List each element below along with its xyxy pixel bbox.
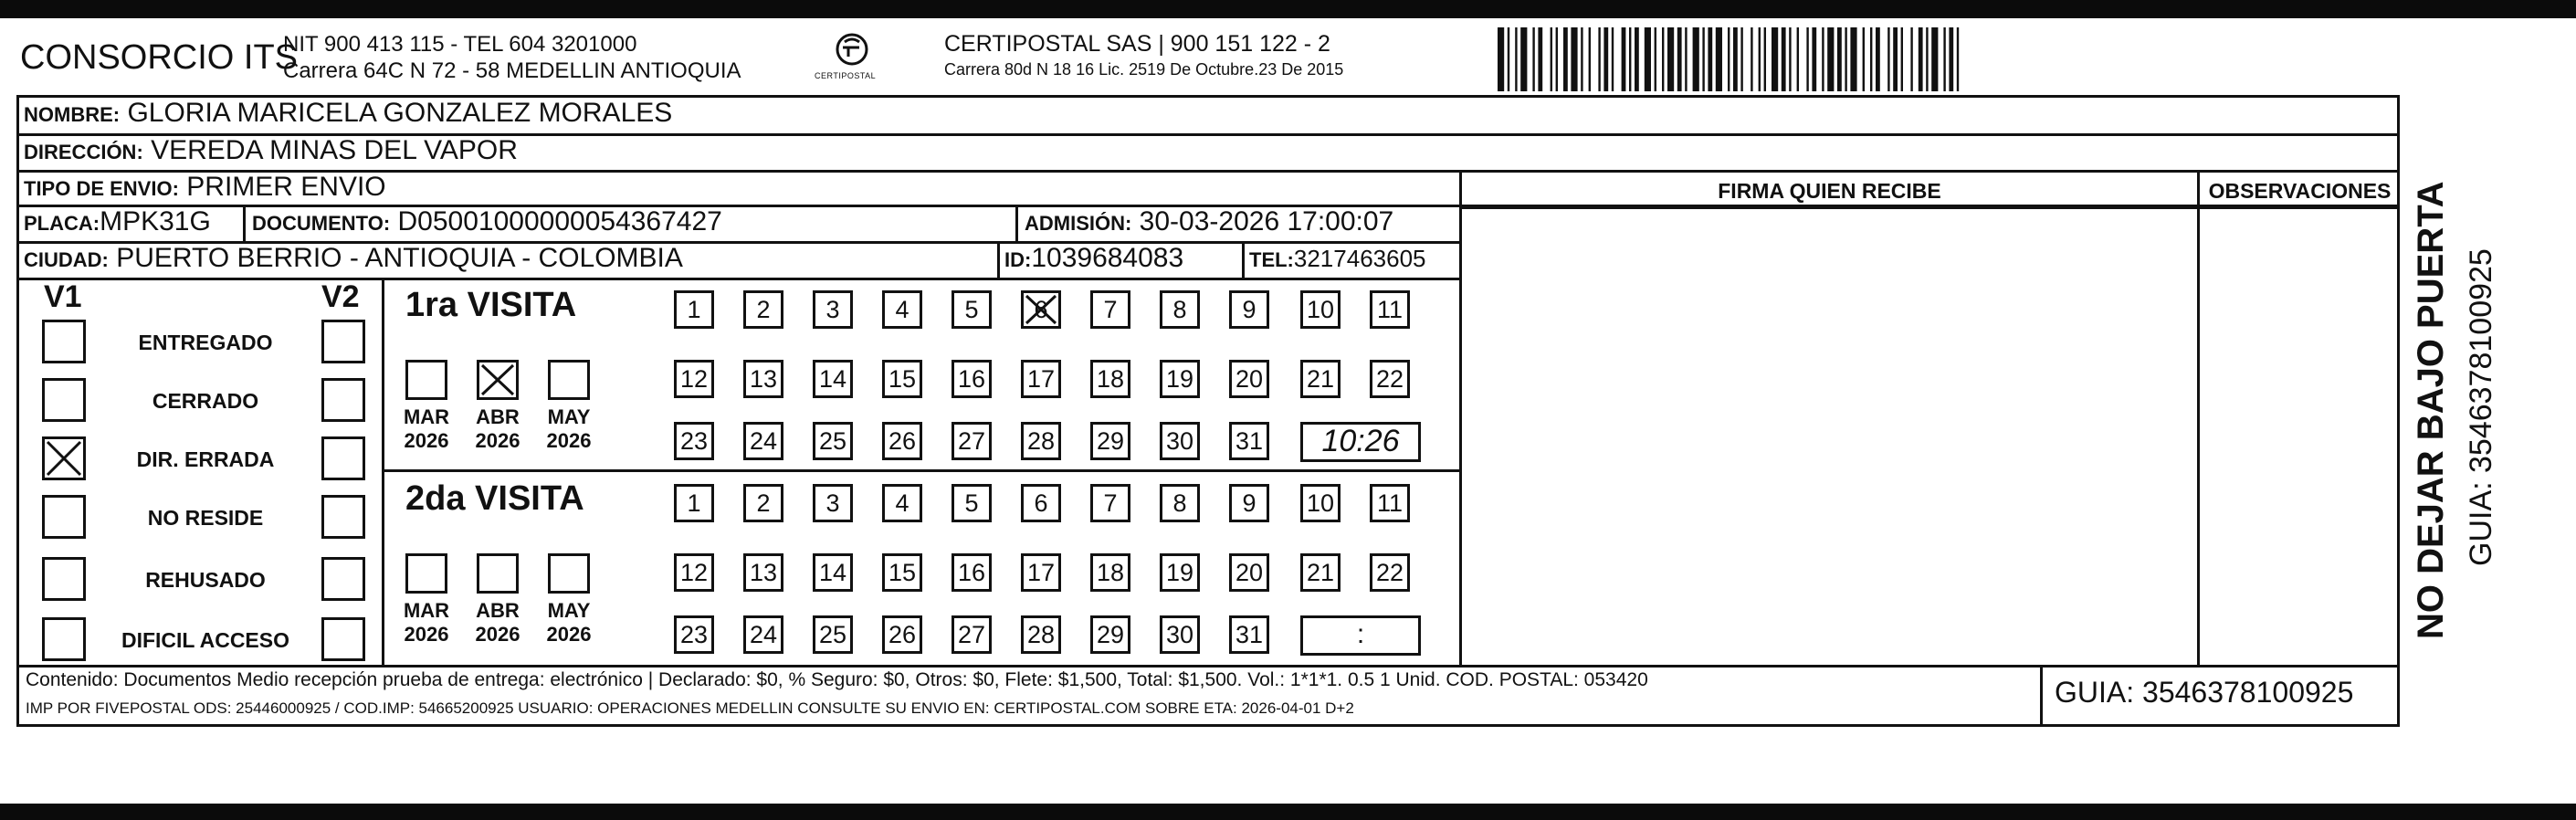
barcode-bar xyxy=(1645,27,1651,91)
day-box[interactable] xyxy=(1229,360,1269,398)
month-checkbox[interactable] xyxy=(548,360,590,400)
day-number: 16 xyxy=(957,365,986,393)
day-number: 26 xyxy=(888,427,917,455)
month-checkbox[interactable] xyxy=(477,553,519,594)
day-box[interactable] xyxy=(1090,615,1130,654)
day-box[interactable] xyxy=(813,290,853,329)
day-number: 12 xyxy=(679,365,709,393)
day-box[interactable] xyxy=(1300,290,1341,329)
day-number: 15 xyxy=(888,365,917,393)
day-box[interactable] xyxy=(813,615,853,654)
day-box[interactable] xyxy=(882,615,922,654)
barcode-bar xyxy=(1556,27,1558,91)
barcode-bar xyxy=(1598,27,1600,91)
day-number: 22 xyxy=(1375,365,1404,393)
top-border-bar xyxy=(0,0,2576,18)
barcode-bar xyxy=(1520,27,1527,91)
nombre-value: GLORIA MARICELA GONZALEZ MORALES xyxy=(127,98,673,128)
day-box[interactable] xyxy=(1370,553,1410,592)
barcode-bar xyxy=(1806,27,1808,91)
day-box[interactable] xyxy=(743,422,783,460)
day-box[interactable] xyxy=(882,290,922,329)
visit-title: 1ra VISITA xyxy=(405,286,577,324)
day-box[interactable] xyxy=(952,484,992,522)
day-box[interactable] xyxy=(1090,360,1130,398)
day-box[interactable] xyxy=(1090,422,1130,460)
day-number: 4 xyxy=(895,296,909,323)
barcode-bar xyxy=(1943,27,1945,91)
day-number: 11 xyxy=(1376,296,1404,323)
day-number: 14 xyxy=(818,365,847,393)
barcode-bar xyxy=(1515,27,1517,91)
barcode-bar xyxy=(1870,27,1872,91)
day-number: 12 xyxy=(679,559,709,586)
barcode-bar xyxy=(1876,27,1880,91)
day-number: 27 xyxy=(957,621,986,648)
month-label xyxy=(393,405,460,453)
day-number: 29 xyxy=(1096,621,1125,648)
day-box[interactable] xyxy=(952,422,992,460)
day-box[interactable] xyxy=(1370,484,1410,522)
month-name: ABR xyxy=(476,405,520,428)
month-label xyxy=(535,405,603,453)
tel-row xyxy=(1249,245,1426,273)
day-number: 25 xyxy=(818,621,847,648)
nombre-label: NOMBRE: xyxy=(24,103,121,126)
day-box[interactable] xyxy=(1370,290,1410,329)
barcode-bar xyxy=(1563,27,1568,91)
day-number: 31 xyxy=(1235,621,1264,648)
day-box[interactable] xyxy=(1021,422,1061,460)
day-box[interactable] xyxy=(674,422,714,460)
placa-row xyxy=(24,206,211,237)
company-address: Carrera 64C N 72 - 58 MEDELLIN ANTIOQUIA xyxy=(283,58,741,83)
day-number: 28 xyxy=(1026,621,1056,648)
barcode-bar xyxy=(1662,27,1664,91)
barcode-bar xyxy=(1581,27,1582,91)
no-dejar-bajo-puerta: NO DEJAR BAJO PUERTA xyxy=(2411,181,2451,639)
day-box[interactable] xyxy=(674,484,714,522)
documento-label: DOCUMENTO: xyxy=(252,212,391,235)
v2-checkbox[interactable] xyxy=(321,617,365,661)
day-number: 13 xyxy=(749,559,778,586)
admision-value: 30-03-2026 17:00:07 xyxy=(1139,206,1394,237)
placa-value: MPK31G xyxy=(100,206,211,237)
day-number: 10 xyxy=(1306,296,1335,323)
barcode xyxy=(1498,27,2228,91)
v1-header: V1 xyxy=(44,279,82,314)
day-box[interactable] xyxy=(882,422,922,460)
bottom-border-bar xyxy=(0,804,2576,820)
day-number: 30 xyxy=(1165,427,1194,455)
month-year: 2026 xyxy=(475,429,520,452)
day-box[interactable] xyxy=(674,615,714,654)
day-box[interactable] xyxy=(882,360,922,398)
v1-checkbox[interactable] xyxy=(42,320,86,363)
barcode-bar xyxy=(1845,27,1846,91)
day-box[interactable] xyxy=(1370,360,1410,398)
barcode-bar xyxy=(1622,27,1626,91)
barcode-bar xyxy=(1919,27,1923,91)
barcode-bar xyxy=(1931,27,1938,91)
visit-time-box[interactable] xyxy=(1300,422,1421,462)
observaciones-header: OBSERVACIONES xyxy=(2208,179,2392,203)
status-label: REHUSADO xyxy=(145,568,266,592)
barcode-bar xyxy=(1538,27,1542,91)
barcode-bar xyxy=(1612,27,1614,91)
day-number: 2 xyxy=(756,296,771,323)
day-number: 20 xyxy=(1235,559,1264,586)
status-label: ENTREGADO xyxy=(138,331,273,354)
direccion-label: DIRECCIÓN: xyxy=(24,141,143,163)
day-number: 1 xyxy=(687,489,701,517)
barcode-bar xyxy=(1893,27,1898,91)
v1-checkbox[interactable] xyxy=(42,617,86,661)
barcode-bar xyxy=(1667,27,1674,91)
logo-caption: CERTIPOSTAL xyxy=(815,71,877,80)
day-box[interactable] xyxy=(813,422,853,460)
barcode-bar xyxy=(1677,27,1682,91)
day-number: 5 xyxy=(964,296,979,323)
day-box[interactable] xyxy=(1300,484,1341,522)
status-label: NO RESIDE xyxy=(147,506,264,530)
company-nit-tel: NIT 900 413 115 - TEL 604 3201000 xyxy=(283,32,637,57)
v1-checkbox[interactable] xyxy=(42,495,86,539)
status-label: DIR. ERRADA xyxy=(136,447,275,471)
v2-checkbox[interactable] xyxy=(321,495,365,539)
day-number: 8 xyxy=(1172,489,1187,517)
month-year: 2026 xyxy=(404,429,449,452)
barcode-bar xyxy=(1863,27,1865,91)
day-number: 9 xyxy=(1242,489,1256,517)
day-box[interactable] xyxy=(1160,553,1200,592)
barcode-bar xyxy=(1629,27,1631,91)
day-box[interactable] xyxy=(1229,615,1269,654)
month-name: MAY xyxy=(547,599,591,622)
barcode-bar xyxy=(1498,27,1504,91)
visit-time-box[interactable] xyxy=(1300,615,1421,656)
day-number: 10 xyxy=(1306,489,1335,517)
day-box[interactable] xyxy=(743,615,783,654)
barcode-bar xyxy=(1693,27,1699,91)
month-name: MAR xyxy=(403,405,450,428)
barcode-bar xyxy=(1740,27,1742,91)
day-number: 24 xyxy=(749,427,778,455)
month-name: MAR xyxy=(403,599,450,622)
admision-row xyxy=(1025,206,1393,237)
month-name: ABR xyxy=(476,599,520,622)
barcode-bar xyxy=(1764,27,1766,91)
direccion-row xyxy=(24,135,518,166)
tipo-envio-label: TIPO DE ENVIO: xyxy=(24,177,179,200)
day-number: 13 xyxy=(749,365,778,393)
barcode-bar xyxy=(1850,27,1856,91)
month-label xyxy=(464,405,531,453)
day-box[interactable] xyxy=(952,360,992,398)
day-number: 21 xyxy=(1306,559,1335,586)
day-box[interactable] xyxy=(743,360,783,398)
day-number: 23 xyxy=(679,427,709,455)
firma-header: FIRMA QUIEN RECIBE xyxy=(1718,179,1941,203)
tel-label: TEL: xyxy=(1249,248,1294,271)
day-number: 30 xyxy=(1165,621,1194,648)
barcode-bar xyxy=(1822,27,1824,91)
visit-title: 2da VISITA xyxy=(405,479,584,518)
barcode-bar xyxy=(1589,27,1591,91)
month-name: MAY xyxy=(547,405,591,428)
day-box[interactable] xyxy=(813,360,853,398)
day-box[interactable] xyxy=(952,615,992,654)
certipostal-logo-icon xyxy=(818,29,886,93)
day-number: 3 xyxy=(825,489,840,517)
id-value: 1039684083 xyxy=(1031,243,1184,273)
month-year: 2026 xyxy=(475,623,520,646)
barcode-bar xyxy=(1702,27,1704,91)
day-box[interactable] xyxy=(1021,290,1061,329)
day-box[interactable] xyxy=(1229,484,1269,522)
month-label xyxy=(464,599,531,647)
day-number: 29 xyxy=(1096,427,1125,455)
tel-value: 3217463605 xyxy=(1293,245,1426,272)
v2-checkbox[interactable] xyxy=(321,436,365,480)
day-number: 9 xyxy=(1242,296,1256,323)
day-number: 2 xyxy=(756,489,771,517)
barcode-bar xyxy=(1887,27,1889,91)
barcode-bar xyxy=(1603,27,1608,91)
nombre-row xyxy=(24,98,672,129)
day-number: 20 xyxy=(1235,365,1264,393)
visit-time-value: 10:26 xyxy=(1321,424,1400,458)
firma-signature-area[interactable] xyxy=(1462,209,2197,665)
day-number: 17 xyxy=(1026,559,1056,586)
placa-label: PLACA: xyxy=(24,212,100,235)
day-number: 26 xyxy=(888,621,917,648)
v2-checkbox[interactable] xyxy=(321,320,365,363)
barcode-bar xyxy=(1708,27,1712,91)
day-number: 3 xyxy=(825,296,840,323)
barcode-bar xyxy=(1532,27,1534,91)
barcode-bar xyxy=(1837,27,1842,91)
ciudad-value: PUERTO BERRIO - ANTIOQUIA - COLOMBIA xyxy=(116,243,683,273)
barcode-bar xyxy=(1655,27,1656,91)
day-box[interactable] xyxy=(1021,360,1061,398)
day-box[interactable] xyxy=(1160,290,1200,329)
day-number: 24 xyxy=(749,621,778,648)
day-number: 15 xyxy=(888,559,917,586)
footer-guia: GUIA: 3546378100925 xyxy=(2055,676,2354,709)
day-number: 28 xyxy=(1026,427,1056,455)
barcode-bar xyxy=(1635,27,1639,91)
barcode-bar xyxy=(1685,27,1687,91)
observaciones-area[interactable] xyxy=(2200,209,2400,665)
day-box[interactable] xyxy=(952,290,992,329)
day-number: 25 xyxy=(818,427,847,455)
day-number: 19 xyxy=(1165,365,1194,393)
side-guia: GUIA: 3546378100925 xyxy=(2464,248,2498,566)
month-label xyxy=(535,599,603,647)
barcode-bar xyxy=(1789,27,1791,91)
day-box[interactable] xyxy=(952,553,992,592)
day-number: 6 xyxy=(1034,489,1048,517)
day-box[interactable] xyxy=(1300,553,1341,592)
direccion-value: VEREDA MINAS DEL VAPOR xyxy=(151,135,518,165)
day-number: 5 xyxy=(964,489,979,517)
company-name: CONSORCIO ITS xyxy=(20,38,299,77)
barcode-bar xyxy=(1508,27,1509,91)
day-box[interactable] xyxy=(674,290,714,329)
day-box[interactable] xyxy=(1021,615,1061,654)
day-box[interactable] xyxy=(1229,422,1269,460)
ciudad-row xyxy=(24,243,683,274)
day-number: 31 xyxy=(1235,427,1264,455)
day-number: 14 xyxy=(818,559,847,586)
day-number: 7 xyxy=(1103,296,1118,323)
barcode-bar xyxy=(1949,27,1953,91)
v1-checkbox[interactable] xyxy=(42,378,86,422)
barcode-bar xyxy=(1728,27,1730,91)
day-box[interactable] xyxy=(1229,290,1269,329)
barcode-bar xyxy=(1957,27,1959,91)
v2-header: V2 xyxy=(321,279,360,314)
footer-contenido: Contenido: Documentos Medio recepción prueba de entrega: electrónico | Declarado: $0, % Seguro: $0, Otros: $0, Flete: $1,500, Total: $1,500. Vol.: 1*1*1. 0.5 1 Unid. COD. POSTAL: 053420 xyxy=(26,669,1648,690)
month-label xyxy=(393,599,460,647)
status-label: DIFICIL ACCESO xyxy=(121,628,289,652)
barcode-bar xyxy=(1759,27,1761,91)
day-box[interactable] xyxy=(1090,290,1130,329)
day-number: 23 xyxy=(679,621,709,648)
day-number: 17 xyxy=(1026,365,1056,393)
month-checkbox[interactable] xyxy=(405,360,447,400)
month-checkbox[interactable] xyxy=(477,360,519,400)
documento-row xyxy=(252,206,722,237)
barcode-bar xyxy=(1733,27,1738,91)
footer-imp: IMP POR FIVEPOSTAL ODS: 25446000925 / COD.IMP: 54665200925 USUARIO: OPERACIONES MEDELLIN CONSULTE SU ENVIO EN: CERTIPOSTAL.COM SOBRE ETA: 2026-04-01 D+2 xyxy=(26,699,1354,717)
id-label: ID: xyxy=(1004,248,1032,271)
day-number: 11 xyxy=(1376,489,1404,517)
day-number: 27 xyxy=(957,427,986,455)
barcode-bar xyxy=(1797,27,1799,91)
day-number: 7 xyxy=(1103,489,1118,517)
day-box[interactable] xyxy=(1229,553,1269,592)
v1-checkbox[interactable] xyxy=(42,557,86,601)
day-number: 1 xyxy=(687,296,701,323)
day-cross-mark xyxy=(1024,293,1058,326)
day-box[interactable] xyxy=(674,360,714,398)
day-box[interactable] xyxy=(743,290,783,329)
admision-label: ADMISIÓN: xyxy=(1025,212,1132,235)
certipostal-name: CERTIPOSTAL SAS | 900 151 122 - 2 xyxy=(944,31,1330,57)
barcode-bar xyxy=(1910,27,1912,91)
day-box[interactable] xyxy=(1160,360,1200,398)
barcode-bar xyxy=(1551,27,1552,91)
day-box[interactable] xyxy=(743,553,783,592)
day-number: 18 xyxy=(1096,559,1125,586)
day-box[interactable] xyxy=(1160,484,1200,522)
day-number: 4 xyxy=(895,489,909,517)
certipostal-license: Carrera 80d N 18 16 Lic. 2519 De Octubre.23 De 2015 xyxy=(944,60,1344,79)
month-year: 2026 xyxy=(546,623,592,646)
barcode-bar xyxy=(1901,27,1903,91)
day-box[interactable] xyxy=(1021,484,1061,522)
documento-value: D05001000000054367427 xyxy=(397,206,722,237)
barcode-bar xyxy=(1812,27,1816,91)
month-year: 2026 xyxy=(546,429,592,452)
month-checkbox[interactable] xyxy=(405,553,447,594)
day-number: 8 xyxy=(1172,296,1187,323)
tipo-envio-value: PRIMER ENVIO xyxy=(186,172,386,202)
barcode-bar xyxy=(1926,27,1928,91)
day-box[interactable] xyxy=(743,484,783,522)
v2-checkbox[interactable] xyxy=(321,557,365,601)
day-number: 19 xyxy=(1165,559,1194,586)
barcode-bar xyxy=(1716,27,1722,91)
day-box[interactable] xyxy=(882,553,922,592)
day-box[interactable] xyxy=(1160,422,1200,460)
day-box[interactable] xyxy=(1090,553,1130,592)
day-number: 16 xyxy=(957,559,986,586)
visit-time-value: : xyxy=(1356,619,1365,649)
day-box[interactable] xyxy=(882,484,922,522)
status-label: CERRADO xyxy=(152,389,259,413)
barcode-bar xyxy=(1751,27,1752,91)
day-box[interactable] xyxy=(1300,360,1341,398)
day-box[interactable] xyxy=(1021,553,1061,592)
barcode-bar xyxy=(1827,27,1834,91)
ciudad-label: CIUDAD: xyxy=(24,248,109,271)
day-number: 22 xyxy=(1375,559,1404,586)
day-number: 6 xyxy=(1034,296,1048,323)
month-year: 2026 xyxy=(404,623,449,646)
barcode-bar xyxy=(1571,27,1577,91)
day-box[interactable] xyxy=(1090,484,1130,522)
day-number: 21 xyxy=(1306,365,1335,393)
tipo-envio-row xyxy=(24,172,386,203)
day-box[interactable] xyxy=(813,484,853,522)
barcode-bar xyxy=(1782,27,1786,91)
day-box[interactable] xyxy=(813,553,853,592)
v2-checkbox[interactable] xyxy=(321,378,365,422)
v1-checkbox[interactable] xyxy=(42,436,86,480)
barcode-bar xyxy=(1772,27,1778,91)
id-row xyxy=(1004,243,1183,274)
day-box[interactable] xyxy=(1160,615,1200,654)
month-checkbox[interactable] xyxy=(548,553,590,594)
day-box[interactable] xyxy=(674,553,714,592)
day-number: 18 xyxy=(1096,365,1125,393)
